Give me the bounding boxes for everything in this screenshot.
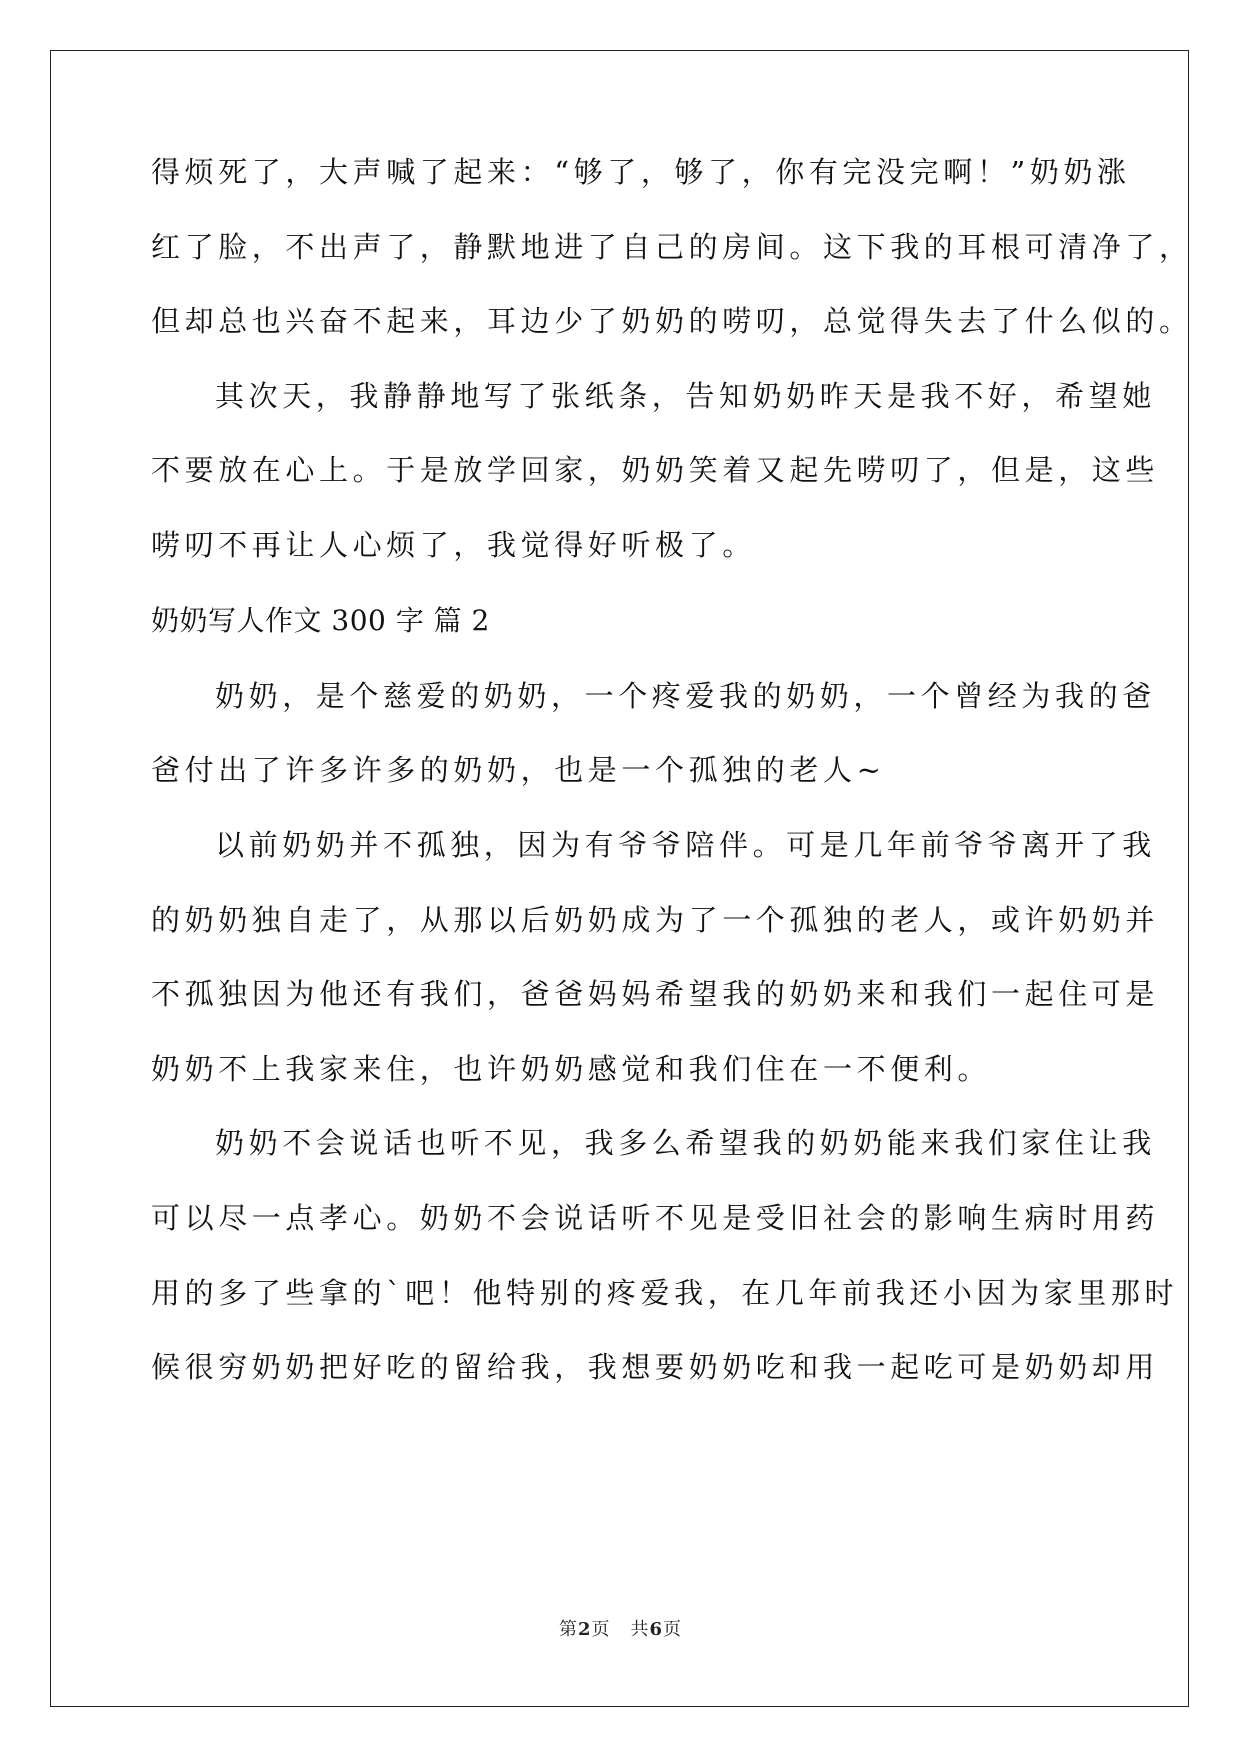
current-page-number: 2: [577, 1619, 592, 1640]
text-line: 红了脸，不出声了，静默地进了自己的房间。这下我的耳根可清净了，: [151, 230, 1193, 264]
page-label-prefix: 第: [558, 1619, 578, 1640]
total-page-number: 6: [649, 1619, 664, 1640]
paragraph-start-line: 奶奶，是个慈爱的奶奶，一个疼爱我的奶奶，一个曾经为我的爸: [215, 679, 1156, 713]
text-line: 不孤独因为他还有我们，爸爸妈妈希望我的奶奶来和我们一起住可是: [151, 977, 1160, 1011]
total-label-suffix: 页: [663, 1619, 683, 1640]
total-label-prefix: 共: [630, 1619, 650, 1640]
page-footer: [0, 1618, 1241, 1642]
text-line: 但却总也兴奋不起来，耳边少了奶奶的唠叨，总觉得失去了什么似的。: [151, 304, 1193, 338]
text-line: 得烦死了，大声喊了起来：“够了，够了，你有完没完啊！”奶奶涨: [151, 155, 1131, 189]
page-border: [50, 50, 1189, 1707]
text-line: 可以尽一点孝心。奶奶不会说话听不见是受旧社会的影响生病时用药: [151, 1201, 1160, 1235]
paragraph-start-line: 以前奶奶并不孤独，因为有爷爷陪伴。可是几年前爷爷离开了我: [215, 828, 1156, 862]
text-line: 候很穷奶奶把好吃的留给我，我想要奶奶吃和我一起吃可是奶奶却用: [151, 1350, 1160, 1384]
paragraph-start-line: 其次天，我静静地写了张纸条，告知奶奶昨天是我不好，希望她: [215, 379, 1156, 413]
text-line: 奶奶不上我家来住，也许奶奶感觉和我们住在一不便利。: [151, 1052, 992, 1086]
paragraph-start-line: 奶奶不会说话也听不见，我多么希望我的奶奶能来我们家住让我: [215, 1126, 1156, 1160]
text-line: 不要放在心上。于是放学回家，奶奶笑着又起先唠叨了，但是，这些: [151, 453, 1160, 487]
page-label-suffix: 页: [591, 1619, 611, 1640]
text-line: 用的多了些拿的`吧！他特别的疼爱我，在几年前我还小因为家里那时: [151, 1276, 1179, 1310]
text-line: 爸付出了许多许多的奶奶，也是一个孤独的老人~: [151, 753, 886, 787]
section-heading: 奶奶写人作文 300 字 篇 2: [151, 604, 490, 637]
text-line: 的奶奶独自走了，从那以后奶奶成为了一个孤独的老人，或许奶奶并: [151, 903, 1160, 937]
text-line: 唠叨不再让人心烦了，我觉得好听极了。: [151, 528, 756, 562]
